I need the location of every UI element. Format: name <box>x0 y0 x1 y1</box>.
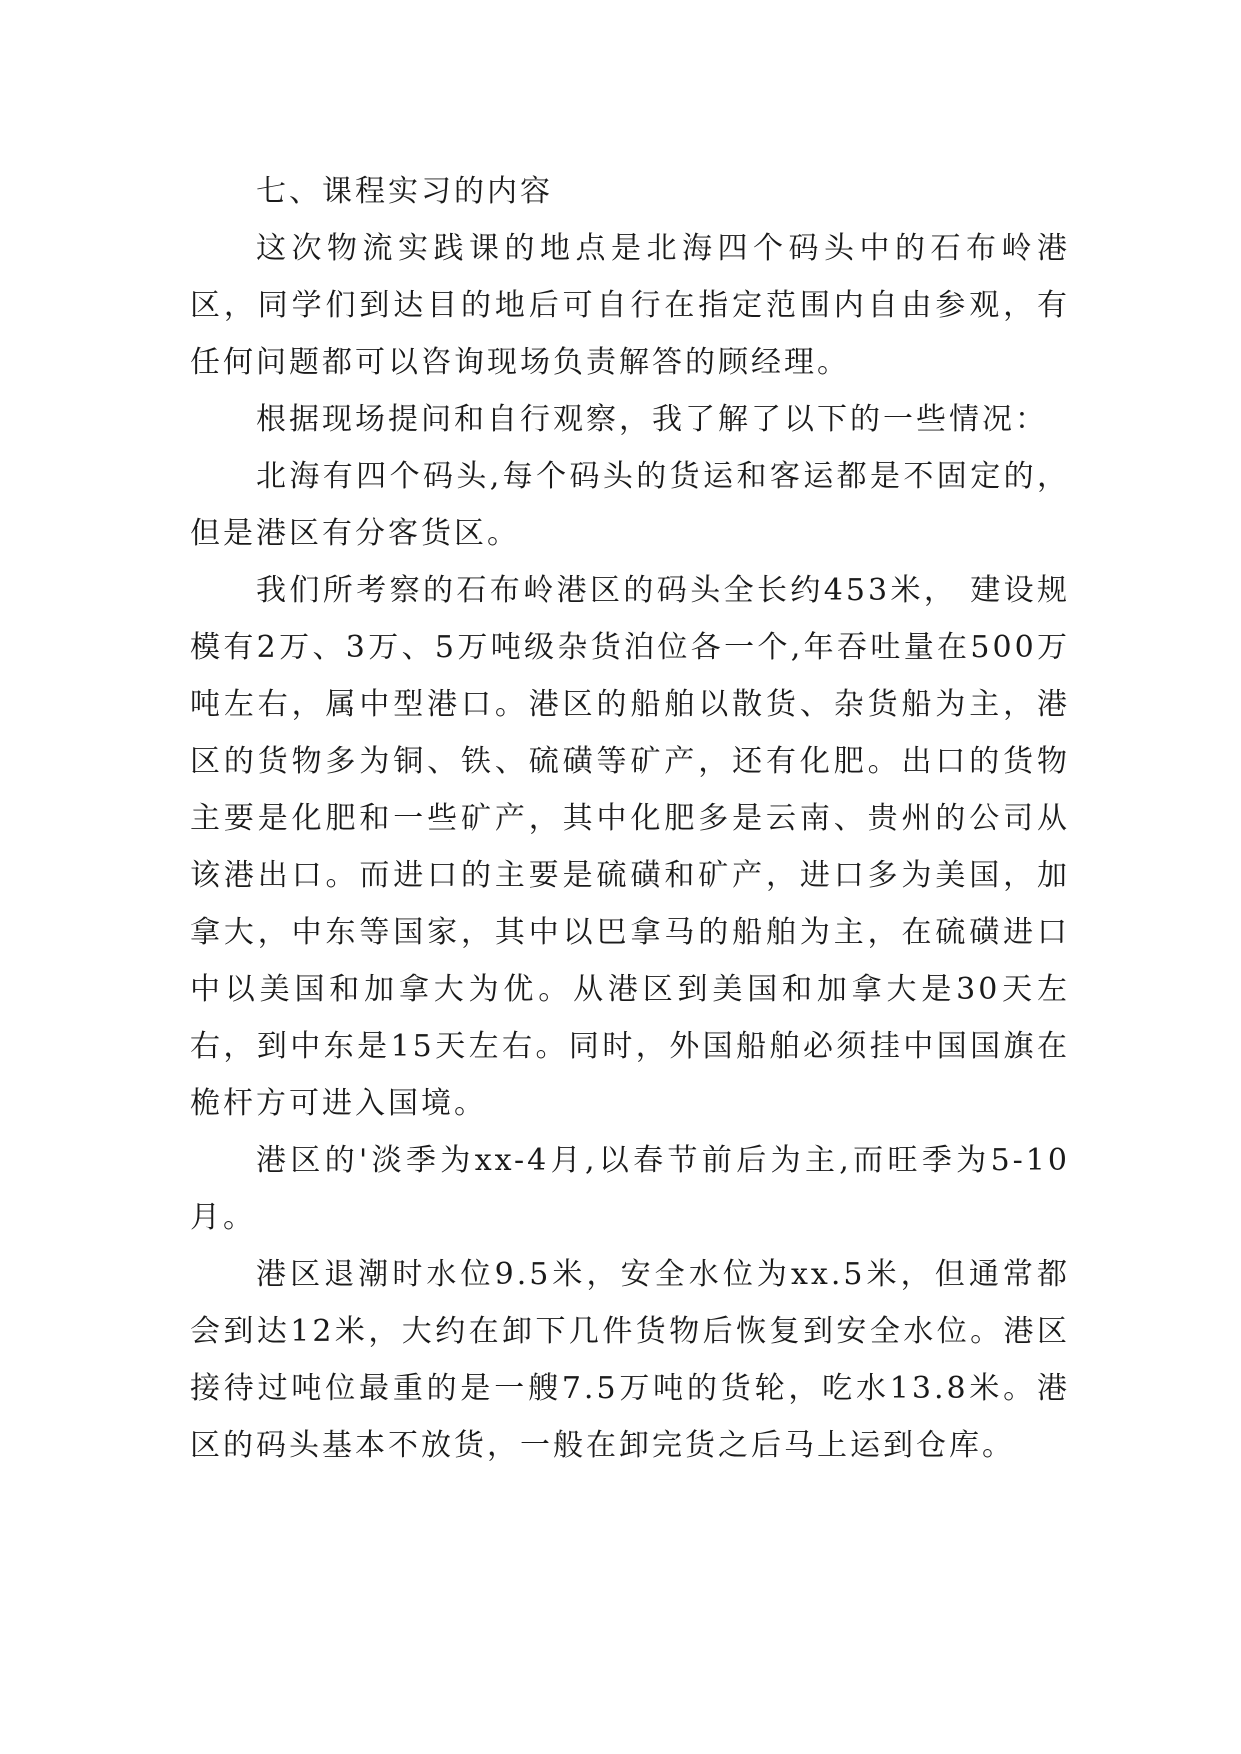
paragraph-visit-location: 这次物流实践课的地点是北海四个码头中的石布岭港区，同学们到达目的地后可自行在指定范围内自由参观，有任何问题都可以咨询现场负责解答的顾经理。 <box>190 231 1070 380</box>
paragraph-four-docks: 北海有四个码头,每个码头的货运和客运都是不固定的，但是港区有分客货区。 <box>190 459 1070 551</box>
paragraph-seasons: 港区的'淡季为xx-4月,以春节前后为主,而旺季为5-10月。 <box>190 1143 1070 1235</box>
paragraph-port-details: 我们所考察的石布岭港区的码头全长约453米， 建设规模有2万、3万、5万吨级杂货泊位各一个,年吞吐量在500万吨左右，属中型港口。港区的船舶以散货、杂货船为主，港区的货物多为铜、铁、硫磺等矿产，还有化肥。出口的货物主要是化肥和一些矿产，其中化肥多是云南、贵州的公司从该港出口。而进口的主要是硫磺和矿产，进口多为美国，加拿大，中东等国家，其中以巴拿马的船舶为主，在硫磺进口中以美国和加拿大为优。从港区到美国和加拿大是30天左右，到中东是15天左右。同时，外国船舶必须挂中国国旗在桅杆方可进入国境。 <box>190 573 1070 1121</box>
section-heading: 七、课程实习的内容 <box>256 174 553 209</box>
paragraph-water-level: 港区退潮时水位9.5米，安全水位为xx.5米，但通常都会到达12米，大约在卸下几件货物后恢复到安全水位。港区接待过吨位最重的是一艘7.5万吨的货轮，吃水13.8米。港区的码头基本不放货，一般在卸完货之后马上运到仓库。 <box>190 1257 1070 1463</box>
paragraph-observations-intro: 根据现场提问和自行观察，我了解了以下的一些情况： <box>256 402 1048 437</box>
document-body <box>190 163 1070 1474</box>
